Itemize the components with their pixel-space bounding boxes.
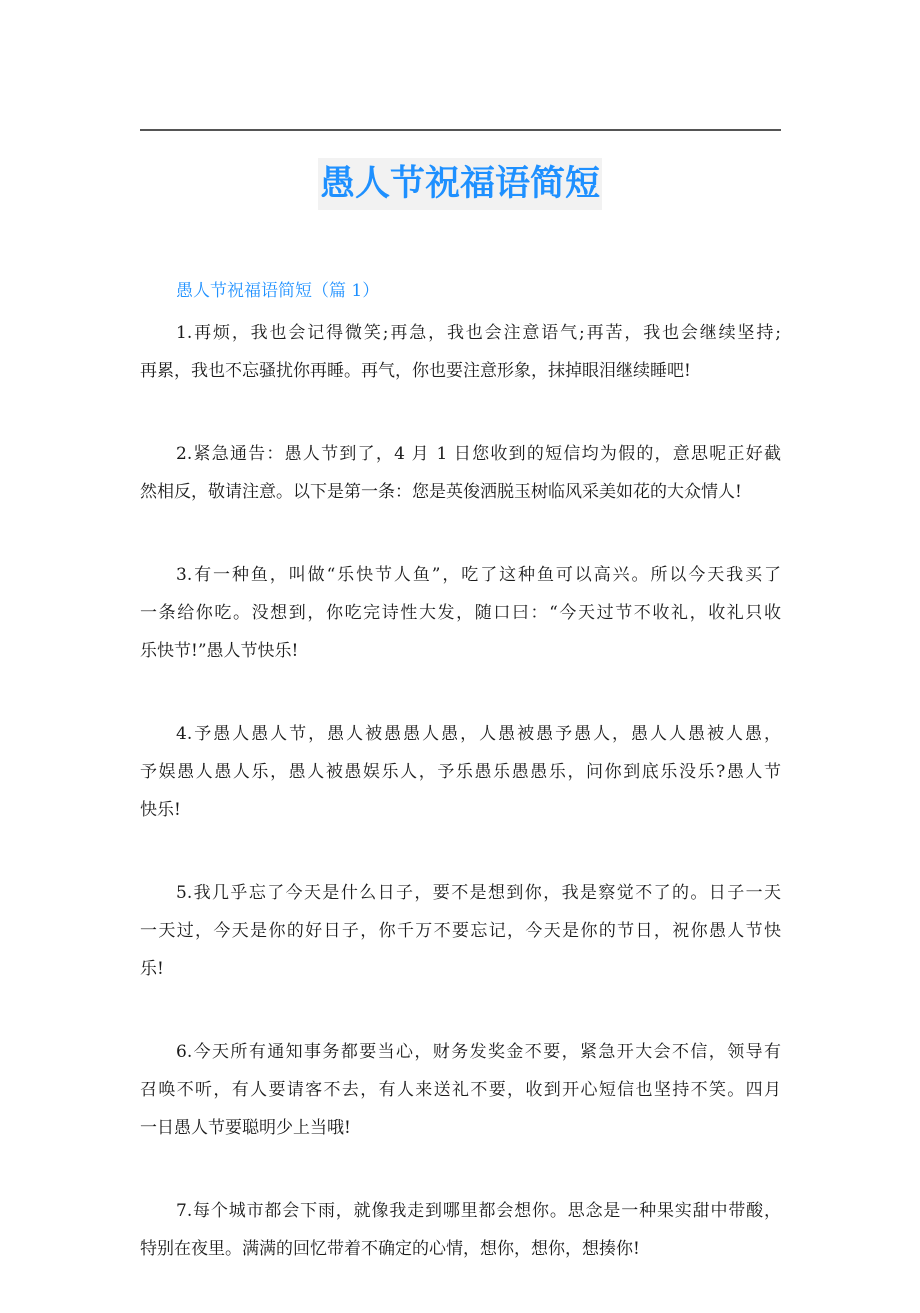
paragraph-line: 一日愚人节要聪明少上当哦! [140,1118,351,1138]
paragraph [140,715,781,829]
paragraph-line: 再累，我也不忘骚扰你再睡。再气，你也要注意形象，抹掉眼泪继续睡吧! [140,361,691,381]
paragraph [140,1192,781,1268]
paragraph-list [140,314,781,1268]
paragraph-line: 乐! [140,959,164,979]
paragraph-line: 召唤不听，有人要请客不去，有人来送礼不要，收到开心短信也坚持不笑。四月 [140,1080,781,1100]
paragraph [140,435,781,511]
paragraph-line: 乐快节!”愚人节快乐! [140,641,299,661]
paragraph-line: 一条给你吃。没想到，你吃完诗性大发，随口曰：“今天过节不收礼，收礼只收 [140,603,781,623]
paragraph [140,556,781,670]
paragraph-line: 2.紧急通告：愚人节到了，4 月 1 日您收到的短信均为假的，意思呢正好截 [176,444,781,464]
paragraph [140,314,781,390]
title-container [0,158,920,210]
paragraph-line: 7.每个城市都会下雨，就像我走到哪里都会想你。思念是一种果实甜中带酸， [176,1201,781,1221]
paragraph-line: 然相反，敬请注意。以下是第一条：您是英俊洒脱玉树临风采美如花的大众情人! [140,482,742,502]
paragraph-line: 快乐! [140,800,181,820]
paragraph-line: 6.今天所有通知事务都要当心，财务发奖金不要，紧急开大会不信，领导有 [176,1042,781,1062]
top-divider [140,129,781,131]
document-title: 愚人节祝福语简短 [318,158,602,210]
paragraph-line: 4.予愚人愚人节，愚人被愚愚人愚，人愚被愚予愚人，愚人人愚被人愚， [176,724,781,744]
paragraph-line: 予娱愚人愚人乐，愚人被愚娱乐人，予乐愚乐愚愚乐，问你到底乐没乐?愚人节 [140,762,781,782]
paragraph-line: 5.我几乎忘了今天是什么日子，要不是想到你，我是察觉不了的。日子一天 [176,883,781,903]
paragraph-line: 特别在夜里。满满的回忆带着不确定的心情，想你，想你，想揍你! [140,1239,640,1259]
paragraph [140,874,781,988]
paragraph-line: 1.再烦，我也会记得微笑;再急，我也会注意语气;再苦，我也会继续坚持; [176,323,781,343]
paragraph [140,1033,781,1147]
section-heading: 愚人节祝福语简短（篇 1） [176,281,380,301]
paragraph-line: 3.有一种鱼，叫做“乐快节人鱼”，吃了这种鱼可以高兴。所以今天我买了 [176,565,781,585]
paragraph-line: 一天过，今天是你的好日子，你千万不要忘记，今天是你的节日，祝你愚人节快 [140,921,781,941]
document-body [140,276,781,1313]
